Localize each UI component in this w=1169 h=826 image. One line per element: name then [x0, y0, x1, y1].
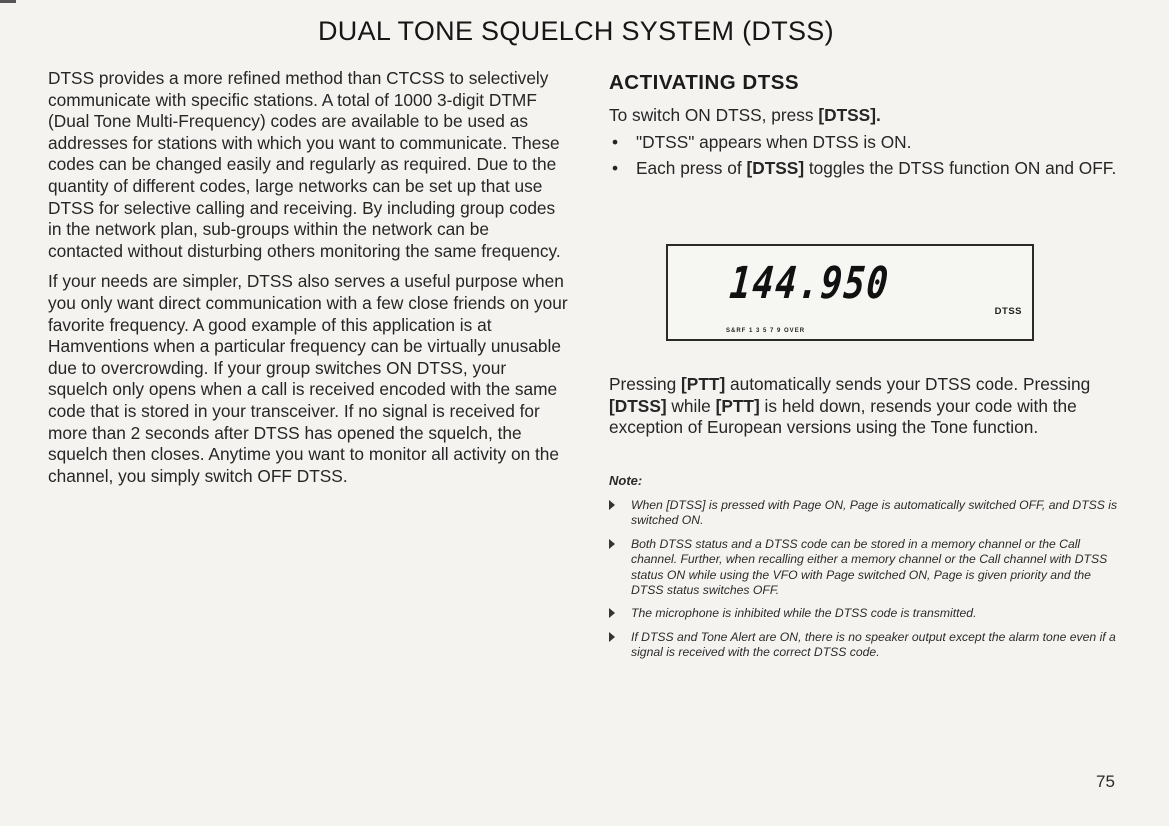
arrow-bullet-icon	[609, 539, 615, 549]
lcd-s-meter-scale: S&RF 1 3 5 7 9 OVER	[726, 328, 806, 334]
bullet-text-post: toggles the DTSS function ON and OFF.	[804, 157, 1117, 178]
ptt-text-1: Pressing	[609, 374, 682, 394]
bullet-dtss-appears	[609, 132, 1124, 154]
paragraph-dtss-simple-use: If your needs are simpler, DTSS also serves a useful purpose when you only want direct communication with a few close friends on your favorite frequency. A good example of this application is at Hamventions when a particular frequency can be virtually unusable due to overcrowding. If your group switches ON DTSS, your squelch only opens when a call is received encoded with the same code that is stored in your transceiver. If no signal is received for more than 2 seconds after DTSS has opened the squelch, the squelch then closes. Anytime you want to monitor all activity on the channel, you simply switch OFF DTSS.	[48, 271, 568, 486]
note-item	[609, 537, 1119, 599]
dtss-key-label: [DTSS].	[818, 104, 881, 125]
section-heading-activating: ACTIVATING DTSS	[609, 71, 800, 94]
lcd-frequency: 144.950	[727, 258, 892, 309]
left-column	[48, 68, 568, 496]
notes-section	[609, 473, 1119, 669]
note-item	[609, 630, 1119, 661]
lcd-dtss-indicator: DTSS	[994, 306, 1022, 317]
note-text: The microphone is inhibited while the DTSS code is transmitted.	[631, 606, 977, 621]
note-label: Note:	[609, 473, 643, 488]
note-text: Both DTSS status and a DTSS code can be stored in a memory channel or the Call channel. Further, when recalling either a memory channel or the Call channel with DTSS status ON while using the VFO with Page switched ON, Page is given priority and the DTSS status switches OFF.	[631, 536, 1108, 598]
ptt-text-2: automatically sends your DTSS code. Pressing	[725, 374, 1091, 394]
ptt-paragraph	[609, 374, 1129, 439]
dtss-key-label: [DTSS]	[746, 157, 805, 178]
arrow-bullet-icon	[609, 500, 615, 510]
ptt-key-label: [PTT]	[715, 395, 760, 416]
dtss-key-label: [DTSS]	[609, 395, 667, 416]
arrow-bullet-icon	[609, 632, 615, 642]
activating-intro-text: To switch ON DTSS, press	[609, 104, 819, 125]
note-text: When [DTSS] is pressed with Page ON, Page is automatically switched OFF, and DTSS is switched ON.	[631, 498, 1118, 528]
note-item	[609, 606, 1119, 621]
bullet-text-pre: Each press of	[636, 157, 747, 178]
bullet-dot: •	[612, 132, 619, 153]
arrow-bullet-icon	[609, 608, 615, 618]
lcd-display	[666, 244, 1034, 341]
page-number: 75	[1096, 772, 1115, 791]
ptt-text	[609, 374, 1129, 439]
bullet-text: "DTSS" appears when DTSS is ON.	[636, 132, 912, 153]
paragraph-dtss-intro: DTSS provides a more refined method than CTCSS to selectively communicate with specific stations. A total of 1000 3-digit DTMF (Dual Tone Multi-Frequency) codes are available to be used as addresses for stations with which you want to communicate. These codes can be changed easily and regularly as required. Due to the quantity of different codes, large networks can be set up that use DTSS for selective calling and receiving. By including group codes in the network plan, sub-groups within the network can be contacted without disturbing others monitoring the same frequency.	[48, 68, 561, 261]
activating-section	[609, 72, 1124, 183]
bullet-dot: •	[612, 157, 619, 178]
ptt-text-3: while	[666, 395, 716, 416]
corner-mark	[0, 0, 16, 3]
note-item	[609, 498, 1119, 529]
activating-intro	[609, 105, 1124, 127]
bullet-dtss-toggle	[609, 158, 1124, 180]
page-title: DUAL TONE SQUELCH SYSTEM (DTSS)	[318, 16, 834, 46]
note-text: If DTSS and Tone Alert are ON, there is no speaker output except the alarm tone even if a signal is received with the correct DTSS code.	[631, 629, 1116, 660]
ptt-key-label: [PTT]	[681, 374, 726, 394]
ptt-text-4: is held down, resends your code with the exception of European versions using the Tone function.	[609, 395, 1077, 438]
